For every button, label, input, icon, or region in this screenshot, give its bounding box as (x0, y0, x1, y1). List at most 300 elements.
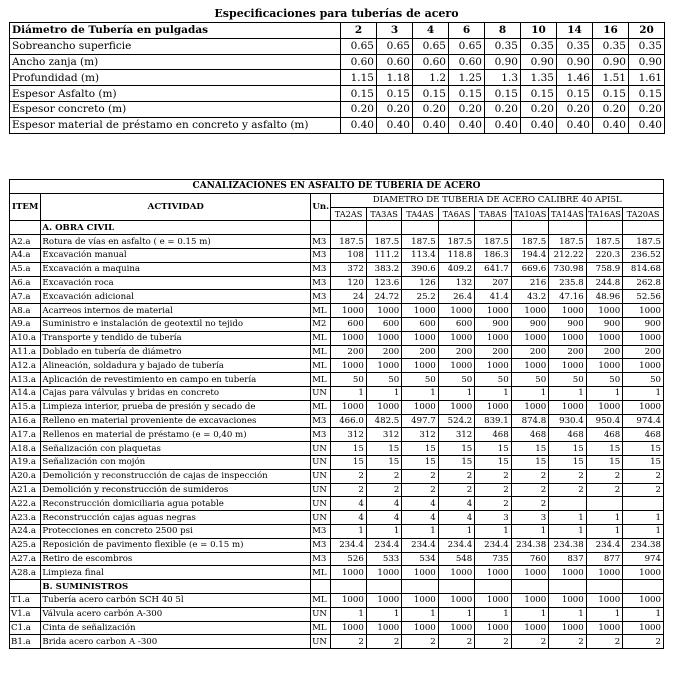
spec-value-cell: 0.20 (485, 101, 521, 117)
activity-name: Limpieza final (41, 566, 311, 580)
quantity-cell: 41.4 (475, 290, 511, 304)
quantity-cell: 2 (586, 483, 622, 497)
quantity-cell: 2 (549, 469, 587, 483)
quantity-cell: 187.5 (623, 235, 664, 249)
section-value-blank (438, 221, 474, 235)
quantity-cell: 1 (438, 524, 474, 538)
unit-cell: M3 (311, 235, 331, 249)
unit-column-header: Un. (311, 193, 331, 221)
activity-row (10, 290, 664, 304)
quantity-cell: 1000 (586, 566, 622, 580)
quantity-cell: 15 (331, 442, 366, 456)
quantity-cell: 1000 (511, 359, 549, 373)
quantity-cell: 312 (366, 428, 401, 442)
quantity-cell: 2 (623, 635, 664, 649)
quantity-cell: 4 (331, 511, 366, 525)
activity-row (10, 607, 664, 621)
quantity-cell: 50 (438, 373, 474, 387)
spec-value-cell: 0.35 (557, 38, 593, 54)
quantity-cell: 312 (438, 428, 474, 442)
quantity-cell: 2 (511, 635, 549, 649)
activity-row (10, 400, 664, 414)
spec-header-label: Diámetro de Tubería en pulgadas (10, 23, 341, 39)
quantity-cell: 1000 (331, 331, 366, 345)
quantity-cell: 2 (438, 469, 474, 483)
quantity-cell: 43.2 (511, 290, 549, 304)
spec-value-cell: 0.15 (377, 86, 413, 102)
item-code: A23.a (10, 511, 41, 525)
quantity-cell: 1 (511, 607, 549, 621)
spec-diameter-header: 2 (341, 23, 377, 39)
quantity-cell: 234.38 (511, 538, 549, 552)
activity-name: Retiro de escombros (41, 552, 311, 566)
product-code-header: TA14AS (549, 207, 587, 221)
spec-value-cell: 0.20 (521, 101, 557, 117)
quantity-cell: 200 (402, 345, 438, 359)
spec-value-cell: 1.2 (413, 70, 449, 86)
spec-value-cell: 0.20 (377, 101, 413, 117)
spec-value-cell: 0.15 (341, 86, 377, 102)
spec-value-cell: 0.65 (377, 38, 413, 54)
spec-row-label: Profundidad (m) (10, 70, 341, 86)
spec-value-cell: 1.61 (629, 70, 665, 86)
quantity-cell: 1000 (586, 593, 622, 607)
activity-name: Reposición de pavimento flexible (e = 0.15 m) (41, 538, 311, 552)
quantity-cell: 1000 (402, 359, 438, 373)
quantity-cell: 1000 (511, 593, 549, 607)
quantity-cell: 50 (331, 373, 366, 387)
section-item-blank (10, 221, 41, 235)
spec-row (10, 101, 665, 117)
quantity-cell: 1000 (402, 304, 438, 318)
quantity-cell: 262.8 (623, 276, 664, 290)
item-code: A27.a (10, 552, 41, 566)
quantity-cell: 234.4 (331, 538, 366, 552)
spec-value-cell: 0.40 (485, 117, 521, 133)
product-code-header: TA4AS (402, 207, 438, 221)
section-value-blank (402, 221, 438, 235)
unit-cell: UN (311, 455, 331, 469)
quantity-cell: 1000 (402, 400, 438, 414)
unit-cell: M3 (311, 276, 331, 290)
activity-column-header: ACTIVIDAD (41, 193, 311, 221)
quantity-cell: 15 (438, 455, 474, 469)
quantity-cell: 468 (586, 428, 622, 442)
quantity-cell: 1000 (586, 621, 622, 635)
quantity-cell: 187.5 (511, 235, 549, 249)
section-value-blank (366, 580, 401, 594)
quantity-cell: 1000 (549, 331, 587, 345)
spec-value-cell: 0.20 (557, 101, 593, 117)
activity-row (10, 566, 664, 580)
section-value-blank (331, 221, 366, 235)
item-code: A10.a (10, 331, 41, 345)
quantity-cell: 1000 (623, 593, 664, 607)
section-value-blank (475, 221, 511, 235)
spec-value-cell: 0.15 (629, 86, 665, 102)
spec-table (9, 22, 665, 134)
section-value-blank (331, 580, 366, 594)
quantity-cell: 2 (402, 635, 438, 649)
activity-name: Cajas para válvulas y bridas en concreto (41, 386, 311, 400)
quantity-cell: 200 (366, 345, 401, 359)
quantity-cell: 2 (549, 635, 587, 649)
quantity-cell: 466.0 (331, 414, 366, 428)
quantity-cell: 1000 (586, 304, 622, 318)
quantity-cell: 1 (623, 524, 664, 538)
quantity-cell: 641.7 (475, 262, 511, 276)
quantity-cell: 1 (331, 524, 366, 538)
item-code: A5.a (10, 262, 41, 276)
activity-name: Excavación roca (41, 276, 311, 290)
unit-cell: ML (311, 621, 331, 635)
quantity-cell: 1000 (475, 359, 511, 373)
item-code: A12.a (10, 359, 41, 373)
quantity-cell: 1000 (511, 304, 549, 318)
product-code-header: TA2AS (331, 207, 366, 221)
quantity-cell: 837 (549, 552, 587, 566)
quantity-cell: 1000 (623, 400, 664, 414)
section-title: A. OBRA CIVIL (41, 221, 311, 235)
quantity-cell: 50 (475, 373, 511, 387)
activity-name: Relleno en material proveniente de excavaciones (41, 414, 311, 428)
section-value-blank (511, 221, 549, 235)
quantity-cell: 1000 (623, 304, 664, 318)
quantity-cell: 187.5 (438, 235, 474, 249)
quantity-cell: 1 (511, 386, 549, 400)
quantity-cell: 200 (623, 345, 664, 359)
quantity-cell: 50 (623, 373, 664, 387)
quantity-cell: 1000 (475, 621, 511, 635)
section-value-blank (475, 580, 511, 594)
quantity-cell: 2 (586, 469, 622, 483)
item-code: A6.a (10, 276, 41, 290)
quantity-cell: 1000 (438, 304, 474, 318)
works-table (9, 179, 664, 649)
quantity-cell: 600 (331, 317, 366, 331)
activity-name: Limpieza interior, prueba de presión y secado de (41, 400, 311, 414)
unit-cell: UN (311, 607, 331, 621)
quantity-cell: 50 (366, 373, 401, 387)
quantity-cell: 1000 (475, 400, 511, 414)
spec-diameter-header: 16 (593, 23, 629, 39)
quantity-cell: 1000 (586, 331, 622, 345)
section-value-blank (511, 580, 549, 594)
item-code: B1.a (10, 635, 41, 649)
quantity-cell: 123.6 (366, 276, 401, 290)
quantity-cell: 15 (623, 442, 664, 456)
spec-value-cell: 0.65 (341, 38, 377, 54)
unit-cell: M2 (311, 317, 331, 331)
quantity-cell: 383.2 (366, 262, 401, 276)
quantity-cell: 15 (511, 455, 549, 469)
quantity-cell: 1 (586, 511, 622, 525)
quantity-cell: 15 (475, 455, 511, 469)
unit-cell: ML (311, 566, 331, 580)
quantity-cell: 1000 (549, 400, 587, 414)
quantity-cell: 1 (475, 607, 511, 621)
quantity-cell: 1 (623, 511, 664, 525)
activity-name: Aplicación de revestimiento en campo en tubería (41, 373, 311, 387)
item-code: C1.a (10, 621, 41, 635)
quantity-cell: 244.8 (586, 276, 622, 290)
item-code: A17.a (10, 428, 41, 442)
quantity-cell: 15 (475, 442, 511, 456)
spec-value-cell: 0.35 (593, 38, 629, 54)
quantity-cell (549, 497, 587, 511)
quantity-cell: 187.5 (549, 235, 587, 249)
quantity-cell: 1000 (331, 304, 366, 318)
quantity-cell: 15 (331, 455, 366, 469)
quantity-cell: 4 (366, 511, 401, 525)
item-code: A24.a (10, 524, 41, 538)
quantity-cell: 1000 (549, 359, 587, 373)
activity-row (10, 442, 664, 456)
item-code: A25.a (10, 538, 41, 552)
section-unit-blank (311, 221, 331, 235)
unit-cell: M3 (311, 262, 331, 276)
quantity-cell: 760 (511, 552, 549, 566)
quantity-cell: 1 (475, 386, 511, 400)
item-code: A9.a (10, 317, 41, 331)
unit-cell: UN (311, 442, 331, 456)
quantity-cell: 1000 (331, 593, 366, 607)
unit-cell: M3 (311, 248, 331, 262)
quantity-cell: 1000 (511, 621, 549, 635)
spec-value-cell: 0.40 (521, 117, 557, 133)
quantity-cell: 126 (402, 276, 438, 290)
spec-value-cell: 0.90 (521, 54, 557, 70)
quantity-cell: 15 (402, 442, 438, 456)
spec-value-cell: 0.65 (449, 38, 485, 54)
quantity-cell: 2 (475, 483, 511, 497)
quantity-cell: 234.4 (438, 538, 474, 552)
quantity-cell: 15 (402, 455, 438, 469)
quantity-cell: 200 (331, 345, 366, 359)
quantity-cell: 187.5 (586, 235, 622, 249)
quantity-cell: 1 (549, 511, 587, 525)
quantity-cell: 200 (475, 345, 511, 359)
quantity-cell: 1000 (402, 593, 438, 607)
quantity-cell: 234.4 (366, 538, 401, 552)
section-value-blank (402, 580, 438, 594)
activity-row (10, 483, 664, 497)
quantity-cell: 2 (402, 469, 438, 483)
quantity-cell: 1000 (475, 304, 511, 318)
item-code: T1.a (10, 593, 41, 607)
quantity-cell: 111.2 (366, 248, 401, 262)
quantity-cell: 1000 (331, 359, 366, 373)
spec-diameter-header: 3 (377, 23, 413, 39)
quantity-cell: 372 (331, 262, 366, 276)
section-value-blank (549, 221, 587, 235)
quantity-cell: 187.5 (366, 235, 401, 249)
unit-cell: M3 (311, 414, 331, 428)
spec-value-cell: 0.35 (521, 38, 557, 54)
quantity-cell: 1000 (366, 621, 401, 635)
quantity-cell: 1 (366, 386, 401, 400)
unit-cell: M3 (311, 428, 331, 442)
spec-value-cell: 0.15 (485, 86, 521, 102)
spec-row (10, 117, 665, 133)
unit-cell: ML (311, 373, 331, 387)
item-code: A2.a (10, 235, 41, 249)
quantity-cell: 186.3 (475, 248, 511, 262)
quantity-cell: 4 (366, 497, 401, 511)
activity-row (10, 373, 664, 387)
quantity-cell: 2 (475, 497, 511, 511)
quantity-cell: 1000 (511, 331, 549, 345)
quantity-cell (623, 497, 664, 511)
item-code: A19.a (10, 455, 41, 469)
section-value-blank (623, 221, 664, 235)
quantity-cell: 2 (438, 635, 474, 649)
quantity-cell: 24 (331, 290, 366, 304)
spec-value-cell: 0.35 (485, 38, 521, 54)
activity-row (10, 359, 664, 373)
quantity-cell: 468 (475, 428, 511, 442)
item-code: A8.a (10, 304, 41, 318)
quantity-cell: 758.9 (586, 262, 622, 276)
section-value-blank (549, 580, 587, 594)
quantity-cell: 1 (366, 607, 401, 621)
quantity-cell: 194.4 (511, 248, 549, 262)
spec-value-cell: 0.40 (593, 117, 629, 133)
quantity-cell: 26.4 (438, 290, 474, 304)
activity-row (10, 621, 664, 635)
quantity-cell: 1000 (366, 331, 401, 345)
quantity-cell: 1000 (438, 331, 474, 345)
quantity-cell: 47.16 (549, 290, 587, 304)
quantity-cell: 108 (331, 248, 366, 262)
quantity-cell: 548 (438, 552, 474, 566)
quantity-cell: 1000 (549, 621, 587, 635)
quantity-cell: 533 (366, 552, 401, 566)
spec-value-cell: 0.15 (521, 86, 557, 102)
spec-value-cell: 1.15 (341, 70, 377, 86)
spec-value-cell: 0.60 (449, 54, 485, 70)
quantity-cell: 1 (623, 386, 664, 400)
quantity-cell: 1000 (511, 566, 549, 580)
quantity-cell: 2 (366, 469, 401, 483)
quantity-cell: 50 (549, 373, 587, 387)
quantity-cell: 1000 (331, 566, 366, 580)
section-unit-blank (311, 580, 331, 594)
quantity-cell: 15 (438, 442, 474, 456)
activity-name: Señalización con mojón (41, 455, 311, 469)
spec-value-cell: 0.40 (557, 117, 593, 133)
quantity-cell: 1000 (623, 566, 664, 580)
quantity-cell: 234.4 (586, 538, 622, 552)
quantity-cell: 482.5 (366, 414, 401, 428)
item-code: A7.a (10, 290, 41, 304)
quantity-cell: 236.52 (623, 248, 664, 262)
item-code: A18.a (10, 442, 41, 456)
quantity-cell: 1 (331, 386, 366, 400)
quantity-cell: 24.72 (366, 290, 401, 304)
works-table-title: CANALIZACIONES EN ASFALTO DE TUBERIA DE ACERO (10, 180, 664, 194)
spec-diameter-header: 8 (485, 23, 521, 39)
item-code: A16.a (10, 414, 41, 428)
quantity-cell: 468 (623, 428, 664, 442)
quantity-cell: 1 (623, 607, 664, 621)
quantity-cell: 120 (331, 276, 366, 290)
activity-row (10, 635, 664, 649)
activity-row (10, 538, 664, 552)
spec-diameter-header: 6 (449, 23, 485, 39)
unit-cell: UN (311, 483, 331, 497)
spec-value-cell: 0.90 (485, 54, 521, 70)
quantity-cell: 409.2 (438, 262, 474, 276)
unit-cell: M3 (311, 290, 331, 304)
quantity-cell: 524.2 (438, 414, 474, 428)
activity-row (10, 331, 664, 345)
activity-name: Protecciones en concreto 2500 psi (41, 524, 311, 538)
spec-row-label: Espesor Asfalto (m) (10, 86, 341, 102)
quantity-cell: 1 (586, 607, 622, 621)
quantity-cell: 207 (475, 276, 511, 290)
quantity-cell: 4 (438, 497, 474, 511)
quantity-cell: 2 (438, 483, 474, 497)
quantity-cell: 1000 (475, 566, 511, 580)
quantity-cell: 1 (366, 524, 401, 538)
section-row (10, 221, 664, 235)
section-value-blank (366, 221, 401, 235)
quantity-cell: 15 (511, 442, 549, 456)
quantity-cell: 50 (511, 373, 549, 387)
quantity-cell: 312 (402, 428, 438, 442)
unit-cell: ML (311, 593, 331, 607)
activity-name: Rotura de vías en asfalto ( e = 0.15 m) (41, 235, 311, 249)
quantity-cell: 2 (511, 497, 549, 511)
quantity-cell: 50 (402, 373, 438, 387)
activity-name: Demolición y reconstrucción de sumideros (41, 483, 311, 497)
activity-name: Excavación adicional (41, 290, 311, 304)
quantity-cell: 1000 (549, 593, 587, 607)
quantity-cell: 730.98 (549, 262, 587, 276)
quantity-cell: 874.8 (511, 414, 549, 428)
item-column-header: ITEM (10, 193, 41, 221)
spec-table-title: Especificaciones para tuberías de acero (214, 7, 459, 20)
unit-cell: ML (311, 304, 331, 318)
unit-cell: UN (311, 511, 331, 525)
quantity-cell: 48.96 (586, 290, 622, 304)
product-code-header: TA16AS (588, 208, 621, 219)
quantity-cell: 235.8 (549, 276, 587, 290)
quantity-cell: 900 (549, 317, 587, 331)
activity-row (10, 414, 664, 428)
quantity-cell: 1000 (366, 593, 401, 607)
quantity-cell: 15 (623, 455, 664, 469)
product-code-header: TA6AS (438, 207, 474, 221)
product-code-header: TA3AS (366, 207, 401, 221)
quantity-cell: 312 (331, 428, 366, 442)
activity-name: Excavación a maquina (41, 262, 311, 276)
activity-row (10, 262, 664, 276)
quantity-cell: 1 (549, 386, 587, 400)
quantity-cell: 1 (402, 524, 438, 538)
quantity-cell: 132 (438, 276, 474, 290)
section-value-blank (586, 580, 622, 594)
quantity-cell: 1 (586, 524, 622, 538)
spec-value-cell: 0.15 (413, 86, 449, 102)
quantity-cell: 2 (511, 469, 549, 483)
activity-name: Alineación, soldadura y bajado de tubería (41, 359, 311, 373)
quantity-cell: 187.5 (331, 235, 366, 249)
quantity-cell: 950.4 (586, 414, 622, 428)
section-value-blank (586, 221, 622, 235)
product-code-header: TA10AS (511, 207, 549, 221)
